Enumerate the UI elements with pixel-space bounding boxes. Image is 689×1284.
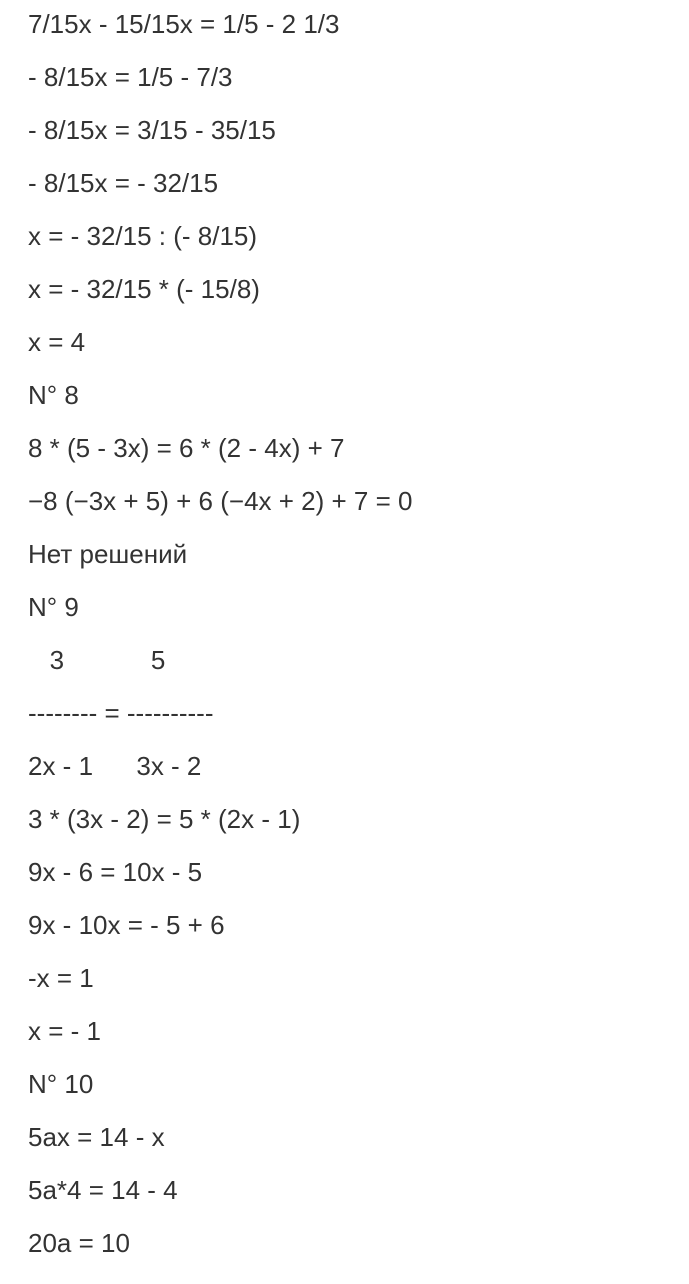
solution-line: 3 * (3x - 2) = 5 * (2x - 1) — [28, 804, 301, 834]
solution-line: 9x - 6 = 10x - 5 — [28, 857, 203, 887]
solution-line: - 8/15x = - 32/15 — [28, 168, 219, 198]
solution-line: x = - 32/15 * (- 15/8) — [28, 274, 260, 304]
fraction-bars: -------- = ---------- — [28, 698, 214, 728]
task-number-heading: N° 8 — [28, 380, 79, 410]
fraction-numerators: 3 5 — [28, 645, 166, 675]
solution-line: −8 (−3x + 5) + 6 (−4x + 2) + 7 = 0 — [28, 486, 413, 516]
solution-line: 20a = 10 — [28, 1228, 130, 1258]
solution-line: x = - 1 — [28, 1016, 101, 1046]
solution-line: Нет решений — [28, 539, 188, 569]
task-number-heading: N° 10 — [28, 1069, 94, 1099]
solution-line: 7/15x - 15/15x = 1/5 - 2 1/3 — [28, 9, 340, 39]
solution-line: 5a*4 = 14 - 4 — [28, 1175, 178, 1205]
fraction-denominators: 2x - 1 3x - 2 — [28, 751, 202, 781]
solution-line: x = 4 — [28, 327, 86, 357]
solution-lines — [28, 0, 668, 1272]
solution-line: 5ax = 14 - x — [28, 1122, 165, 1152]
solution-line: -x = 1 — [28, 963, 94, 993]
solution-line: 9x - 10x = - 5 + 6 — [28, 910, 225, 940]
solution-line: 8 * (5 - 3x) = 6 * (2 - 4x) + 7 — [28, 433, 345, 463]
task-number-heading: N° 9 — [28, 592, 79, 622]
solution-line: - 8/15x = 3/15 - 35/15 — [28, 115, 276, 145]
solution-line: x = - 32/15 : (- 8/15) — [28, 221, 258, 251]
solution-line: - 8/15x = 1/5 - 7/3 — [28, 62, 233, 92]
